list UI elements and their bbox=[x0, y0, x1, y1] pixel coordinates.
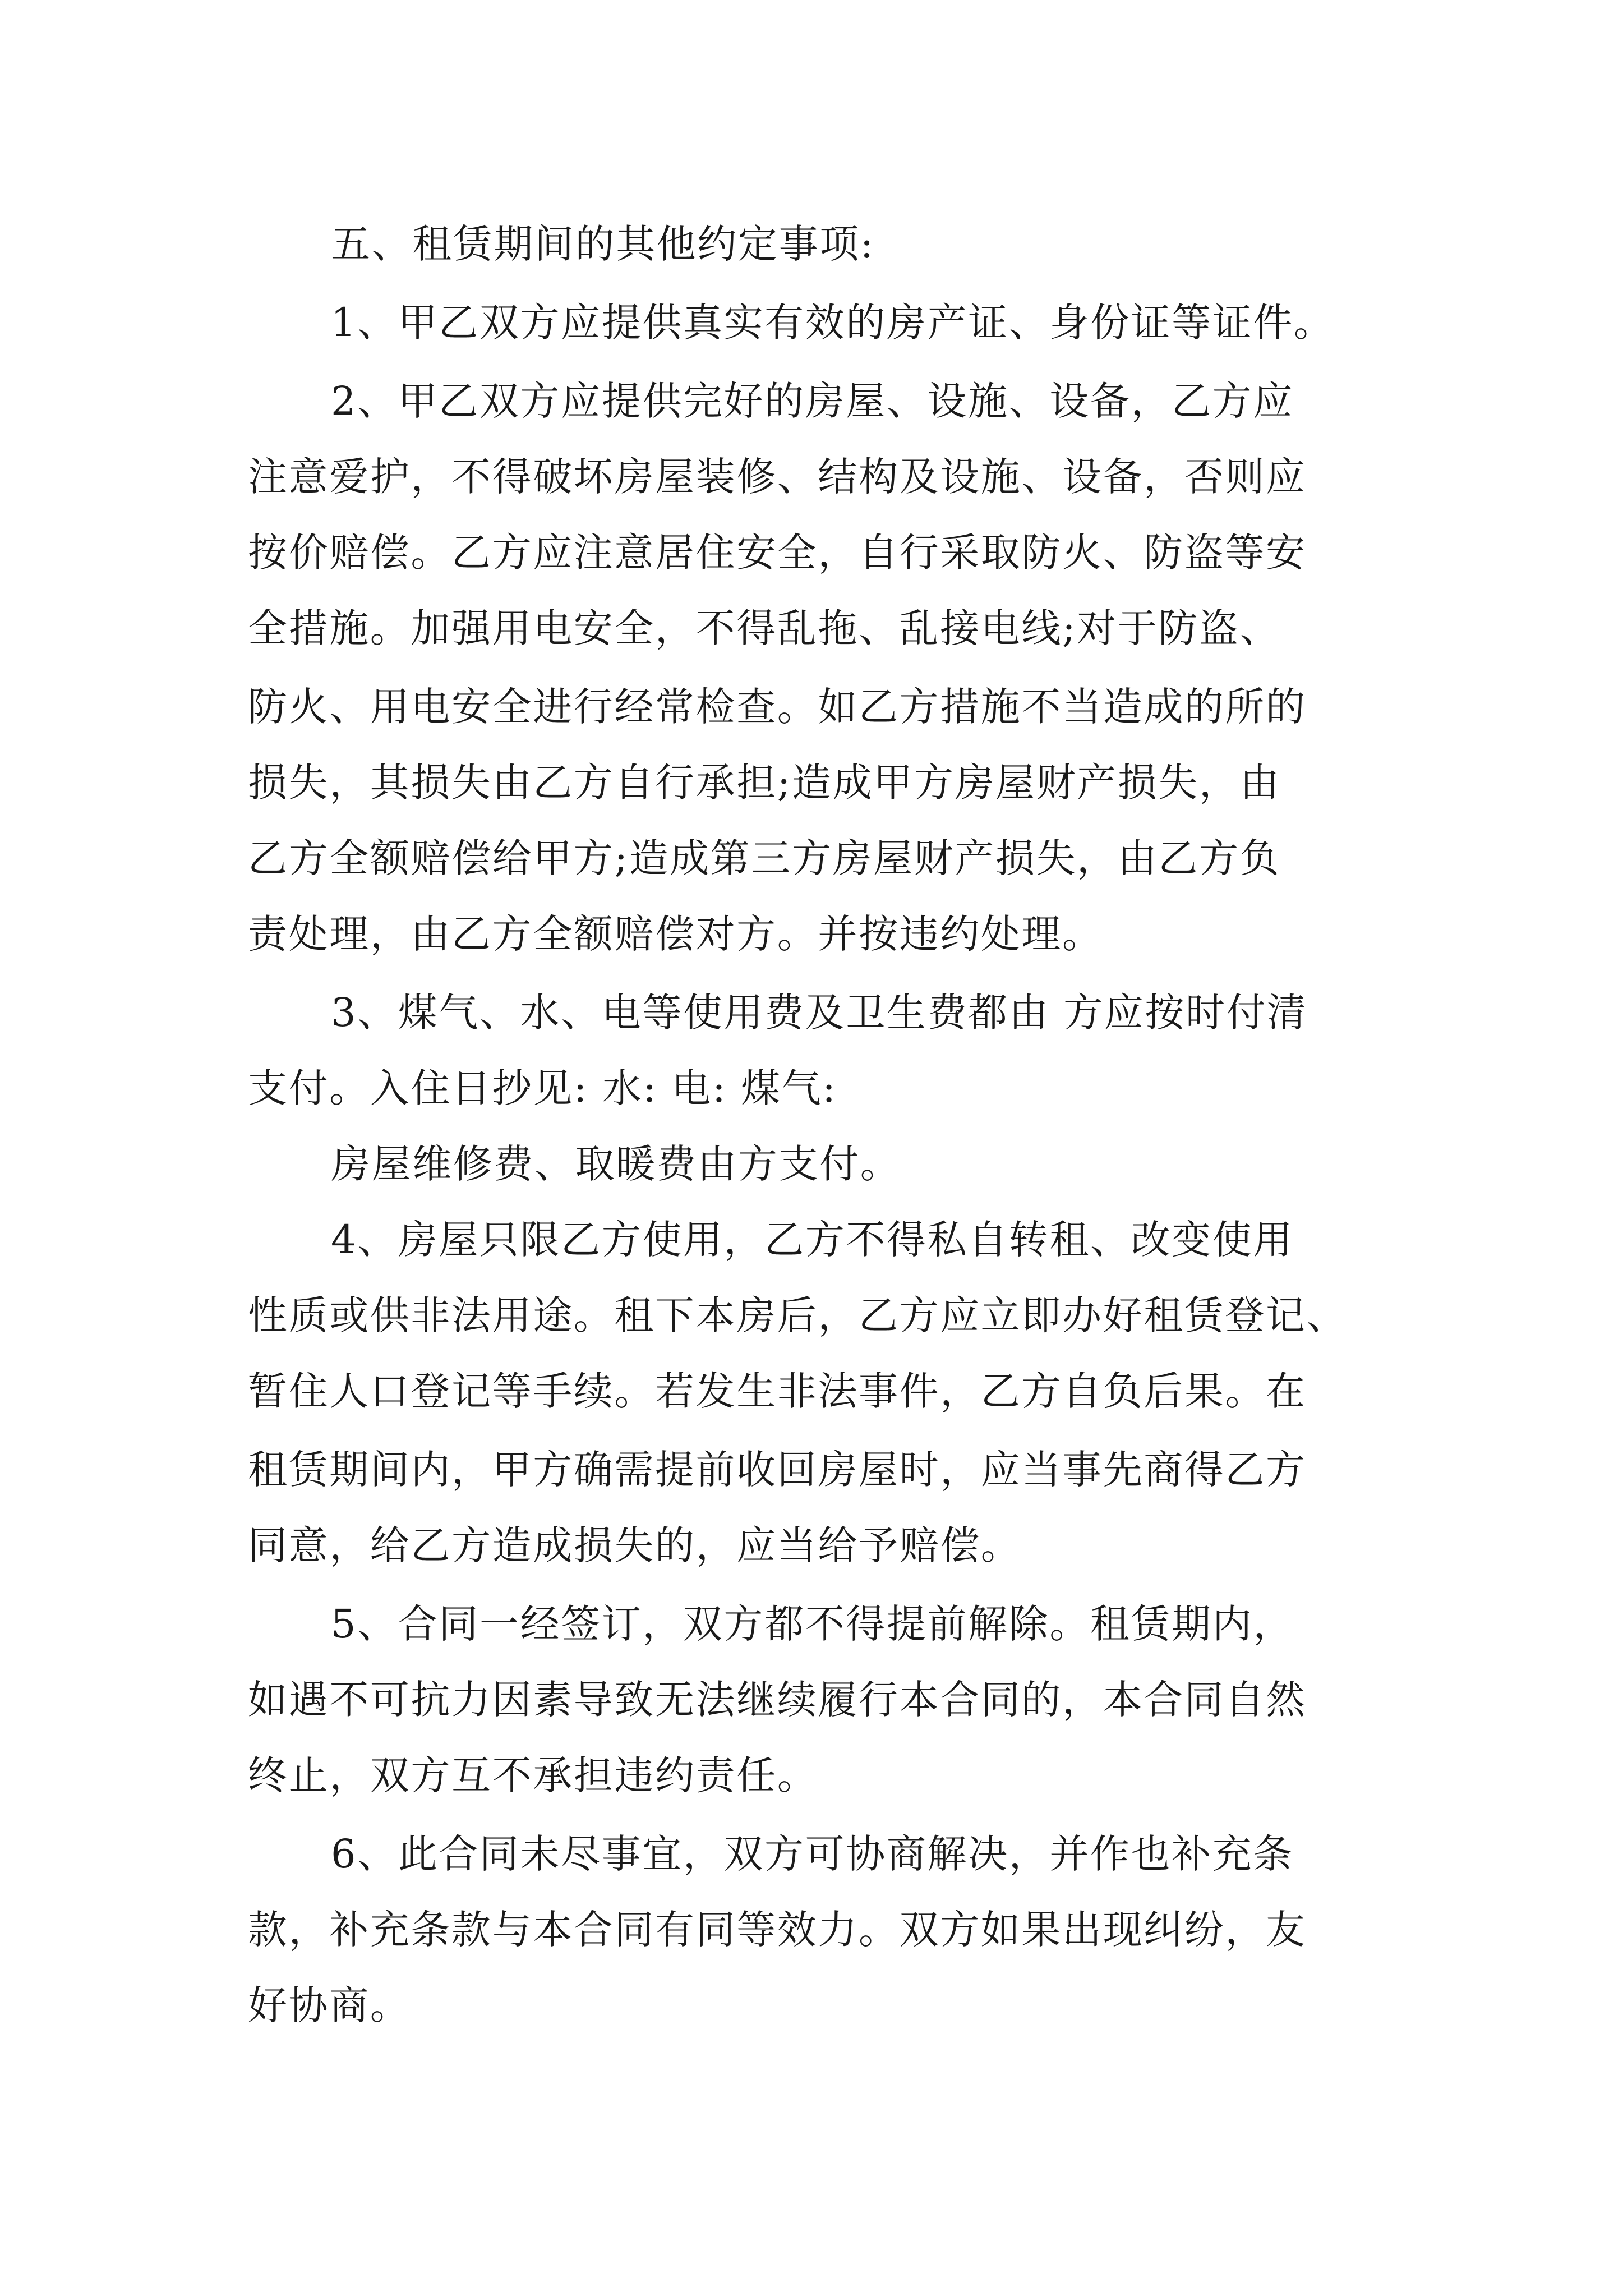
clause-2-line: 损失，其损失由乙方自行承担;造成甲方房屋财产损失，由 bbox=[248, 760, 1281, 806]
clause-2-line: 责处理，由乙方全额赔偿对方。并按违约处理。 bbox=[248, 911, 1103, 957]
clause-4-line: 租赁期间内，甲方确需提前收回房屋时，应当事先商得乙方 bbox=[248, 1447, 1307, 1493]
clause-2-line: 按价赔偿。乙方应注意居住安全，自行采取防火、防盗等安 bbox=[248, 530, 1307, 576]
section-heading: 五、租赁期间的其他约定事项: bbox=[331, 221, 875, 267]
clause-5-line: 终止，双方互不承担违约责任。 bbox=[248, 1752, 818, 1798]
clause-6-line: 6、此合同未尽事宜，双方可协商解决，并作也补充条 bbox=[331, 1831, 1294, 1877]
clause-5-line: 如遇不可抗力因素导致无法继续履行本合同的，本合同自然 bbox=[248, 1677, 1307, 1723]
clause-2-line: 注意爱护，不得破坏房屋装修、结构及设施、设备，否则应 bbox=[248, 454, 1307, 500]
clause-4-line: 同意，给乙方造成损失的，应当给予赔偿。 bbox=[248, 1522, 1022, 1568]
clause-5-line: 5、合同一经签订，双方都不得提前解除。租赁期内， bbox=[331, 1601, 1294, 1647]
clause-6-line: 好协商。 bbox=[248, 1982, 411, 2028]
clause-3-line: 3、煤气、水、电等使用费及卫生费都由 方应按时付清 bbox=[331, 990, 1308, 1036]
clause-6-line: 款，补充条款与本合同有同等效力。双方如果出现纠纷，友 bbox=[248, 1907, 1307, 1953]
clause-2-line: 全措施。加强用电安全，不得乱拖、乱接电线;对于防盗、 bbox=[248, 605, 1281, 651]
clause-3-line: 房屋维修费、取暖费由方支付。 bbox=[331, 1141, 901, 1187]
clause-2-line: 2、甲乙双方应提供完好的房屋、设施、设备，乙方应 bbox=[331, 378, 1294, 424]
clause-4-line: 性质或供非法用途。租下本房后，乙方应立即办好租赁登记、 bbox=[248, 1292, 1348, 1338]
clause-1-line: 1、甲乙双方应提供真实有效的房产证、身份证等证件。 bbox=[331, 300, 1335, 346]
clause-3-line: 支付。入住日抄见: 水: 电: 煤气: bbox=[248, 1065, 837, 1111]
clause-2-line: 乙方全额赔偿给甲方;造成第三方房屋财产损失，由乙方负 bbox=[248, 835, 1281, 881]
clause-2-line: 防火、用电安全进行经常检查。如乙方措施不当造成的所的 bbox=[248, 684, 1307, 730]
clause-4-line: 4、房屋只限乙方使用，乙方不得私自转租、改变使用 bbox=[331, 1217, 1294, 1263]
clause-4-line: 暂住人口登记等手续。若发生非法事件，乙方自负后果。在 bbox=[248, 1368, 1307, 1414]
